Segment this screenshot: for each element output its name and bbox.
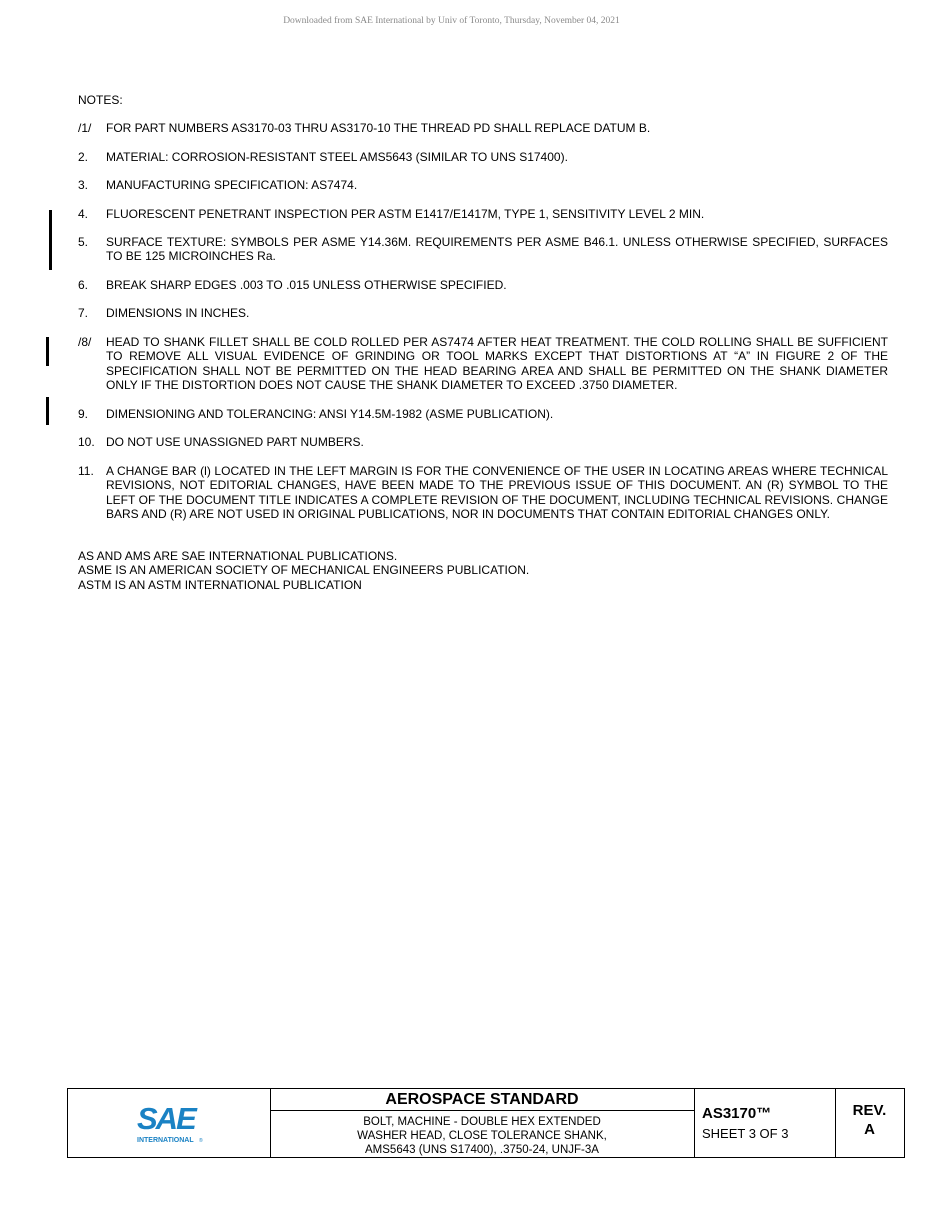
document-type: AEROSPACE STANDARD: [270, 1089, 694, 1111]
note-number: 6.: [78, 278, 89, 292]
note-number: 2.: [78, 150, 89, 164]
title-block: [67, 1088, 905, 1158]
note-text: MANUFACTURING SPECIFICATION: AS7474.: [106, 178, 358, 192]
publications-list: [78, 549, 529, 592]
note-text: SURFACE TEXTURE: SYMBOLS PER ASME Y14.36M. REQUIREMENTS PER ASME B46.1. UNLESS OTHERWISE SPECIFIED, SURFACES TO BE 125 MICROINCHES Ra.: [106, 235, 888, 264]
note-item: [78, 306, 888, 320]
note-item: [78, 121, 888, 135]
note-number: /8/: [78, 335, 92, 349]
logo-cell: [68, 1089, 271, 1157]
note-number: /1/: [78, 121, 92, 135]
note-text: MATERIAL: CORROSION-RESISTANT STEEL AMS5643 (SIMILAR TO UNS S17400).: [106, 150, 568, 164]
publication-line: ASME IS AN AMERICAN SOCIETY OF MECHANICAL ENGINEERS PUBLICATION.: [78, 563, 530, 578]
note-number: 7.: [78, 306, 89, 320]
publication-line: AS AND AMS ARE SAE INTERNATIONAL PUBLICATIONS.: [78, 549, 398, 563]
note-text: DO NOT USE UNASSIGNED PART NUMBERS.: [106, 435, 364, 449]
note-item: [78, 464, 888, 522]
note-text: DIMENSIONS IN INCHES.: [106, 306, 250, 320]
svg-text:®: ®: [199, 1138, 203, 1144]
note-item: [78, 178, 888, 192]
logo-text: SAE: [137, 1101, 195, 1136]
note-number: 3.: [78, 178, 89, 192]
part-description: [270, 1111, 694, 1158]
description-line: BOLT, MACHINE - DOUBLE HEX EXTENDED: [363, 1116, 601, 1128]
description-line: AMS5643 (UNS S17400), .3750-24, UNJF-3A: [365, 1144, 599, 1157]
sheet-number: SHEET 3 OF 3: [702, 1126, 789, 1141]
note-item: [78, 435, 888, 449]
note-item: [78, 407, 888, 421]
revision-label: REV.: [852, 1102, 887, 1119]
note-text: A CHANGE BAR (l) LOCATED IN THE LEFT MARGIN IS FOR THE CONVENIENCE OF THE USER IN LOCATING AREAS WHERE TECHNICAL REVISIONS, NOT EDITORIAL CHANGES, HAVE BEEN MADE TO THE PREVIOUS ISSUE OF THIS DOCUMENT. AN (R) SYMBOL TO THE LEFT OF THE DOCUMENT TITLE INDICATES A COMPLETE REVISION OF THE DOCUMENT, INCLUDING TECHNICAL REVISIONS. CHANGE BARS AND (R) ARE NOT USED IN ORIGINAL PUBLICATIONS, NOR IN DOCUMENTS THAT CONTAIN EDITORIAL CHANGES ONLY.: [106, 464, 888, 522]
note-text: HEAD TO SHANK FILLET SHALL BE COLD ROLLED PER AS7474 AFTER HEAT TREATMENT. THE COLD ROLLING SHALL BE SUFFICIENT TO REMOVE ALL VISUAL EVIDENCE OF GRINDING OR TOOL MARKS EXCEPT THAT DISTORTIONS AT “A” IN FIGURE 2 OF THE SPECIFICATION SHALL NOT BE PERMITTED ON THE HEAD BEARING AREA AND SHALL BE PERMITTED ON THE SHANK DIAMETER ONLY IF THE DISTORTION DOES NOT CAUSE THE SHANK DIAMETER TO EXCEED .3750 DIAMETER.: [106, 335, 888, 393]
note-text: DIMENSIONING AND TOLERANCING: ANSI Y14.5M-1982 (ASME PUBLICATION).: [106, 407, 554, 421]
note-number: 4.: [78, 207, 89, 221]
note-number: 5.: [78, 235, 89, 249]
document-number-cell: [694, 1089, 836, 1157]
logo-subtext: INTERNATIONAL: [137, 1137, 194, 1144]
download-watermark: Downloaded from SAE International by Univ of Toronto, Thursday, November 04, 2021: [283, 16, 620, 26]
revision-cell: [835, 1089, 904, 1157]
notes-heading: NOTES:: [78, 93, 123, 107]
note-number: 10.: [78, 435, 95, 449]
note-item: [78, 278, 888, 292]
document-number: AS3170™: [702, 1105, 772, 1122]
note-text: BREAK SHARP EDGES .003 TO .015 UNLESS OTHERWISE SPECIFIED.: [106, 278, 507, 292]
change-bar: [49, 210, 52, 270]
title-cell: [270, 1089, 695, 1157]
revision-value: A: [864, 1121, 875, 1138]
note-text: FLUORESCENT PENETRANT INSPECTION PER ASTM E1417/E1417M, TYPE 1, SENSITIVITY LEVEL 2 MIN.: [106, 207, 705, 221]
note-number: 9.: [78, 407, 89, 421]
note-item: [78, 207, 888, 221]
description-line: WASHER HEAD, CLOSE TOLERANCE SHANK,: [357, 1130, 607, 1143]
publication-line: ASTM IS AN ASTM INTERNATIONAL PUBLICATION: [78, 577, 362, 592]
note-number: 11.: [78, 464, 94, 478]
note-item: [78, 335, 888, 393]
change-bar: [46, 337, 49, 366]
note-item: [78, 235, 888, 264]
note-text: FOR PART NUMBERS AS3170-03 THRU AS3170-10 THE THREAD PD SHALL REPLACE DATUM B.: [106, 121, 651, 135]
change-bar: [46, 397, 49, 425]
note-item: [78, 150, 888, 164]
sae-logo: [136, 1101, 206, 1145]
